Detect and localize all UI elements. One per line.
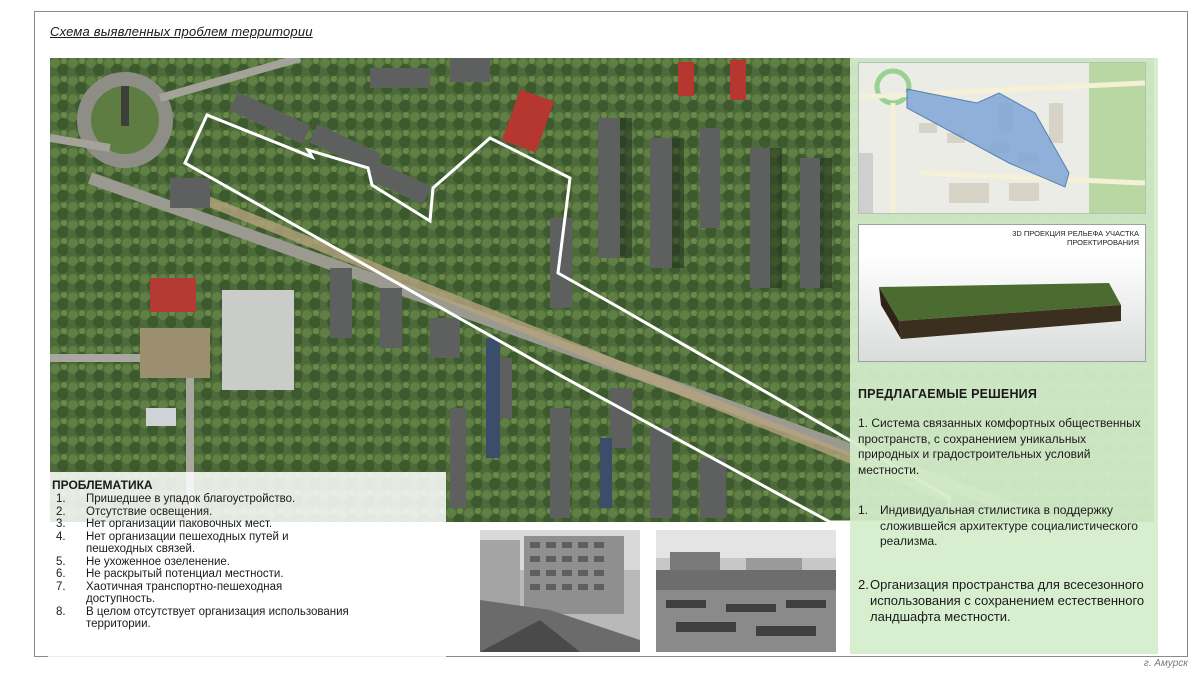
problem-number: 5. xyxy=(56,555,66,568)
solutions-heading: ПРЕДЛАГАЕМЫЕ РЕШЕНИЯ xyxy=(858,387,1038,401)
problem-text: Нет организации паковочных мест. xyxy=(86,518,273,530)
historic-photo-square xyxy=(656,530,836,652)
problem-item xyxy=(52,493,442,506)
problem-text: Нет организации пешеходных путей и пешеходных связей. xyxy=(86,530,289,555)
page-title: Схема выявленных проблем территории xyxy=(50,24,313,39)
solution-text: Организация пространства для всесезонного использования с сохранением естественного ландшафта местности. xyxy=(870,577,1145,624)
solution-number: 1. xyxy=(858,503,869,517)
problem-item xyxy=(52,531,442,556)
problems-heading: ПРОБЛЕМАТИКА xyxy=(52,478,153,492)
city-label: г. Амурск xyxy=(1143,658,1188,669)
problem-item xyxy=(52,556,442,569)
problem-text: Не раскрытый потенциал местности. xyxy=(86,568,284,580)
solution-text: Индивидуальная стилистика в поддержку сложившейся архитектуре социалистического реализма. xyxy=(880,503,1138,548)
solution-item xyxy=(858,577,1148,625)
problem-item xyxy=(52,506,442,519)
problems-list xyxy=(52,493,442,631)
problem-text: Не ухоженное озеленение. xyxy=(86,555,230,568)
problem-text: Хаотичная транспортно-пешеходная доступность. xyxy=(86,580,283,605)
problem-number: 3. xyxy=(56,518,66,530)
location-inset-map xyxy=(858,62,1146,214)
terrain-caption-line1: 3D ПРОЕКЦИЯ РЕЛЬЕФА УЧАСТКА xyxy=(1012,229,1139,238)
problem-number: 6. xyxy=(56,568,66,580)
solution-text: Система связанных комфортных общественных пространств, с сохранением уникальных природных и градостроительных условий местности. xyxy=(858,416,1141,477)
problem-number: 7. xyxy=(56,580,66,593)
problem-number: 4. xyxy=(56,530,66,543)
historic-photo-apartments xyxy=(480,530,640,652)
problem-number: 8. xyxy=(56,605,66,618)
historic-photo-apartments-drawing xyxy=(480,530,640,652)
problem-number: 2. xyxy=(56,505,66,518)
problem-number: 1. xyxy=(56,493,66,505)
solution-item xyxy=(858,503,1154,550)
solution-number: 2. xyxy=(858,577,869,592)
problem-item xyxy=(52,581,442,606)
problem-text: В целом отсутствует организация использования территории. xyxy=(86,605,349,630)
solution-item xyxy=(858,416,1148,478)
solution-number: 1. xyxy=(858,416,869,430)
problem-item xyxy=(52,606,442,631)
terrain-caption-line2: ПРОЕКТИРОВАНИЯ xyxy=(1066,238,1139,247)
problem-item xyxy=(52,568,442,581)
problem-item xyxy=(52,518,442,531)
historic-photo-square-drawing xyxy=(656,530,836,652)
problem-text: Отсутствие освещения. xyxy=(86,505,213,518)
location-map-drawing xyxy=(859,63,1145,213)
terrain-3d-projection xyxy=(858,224,1146,362)
problem-text: Пришедшее в упадок благоустройство. xyxy=(86,493,296,505)
